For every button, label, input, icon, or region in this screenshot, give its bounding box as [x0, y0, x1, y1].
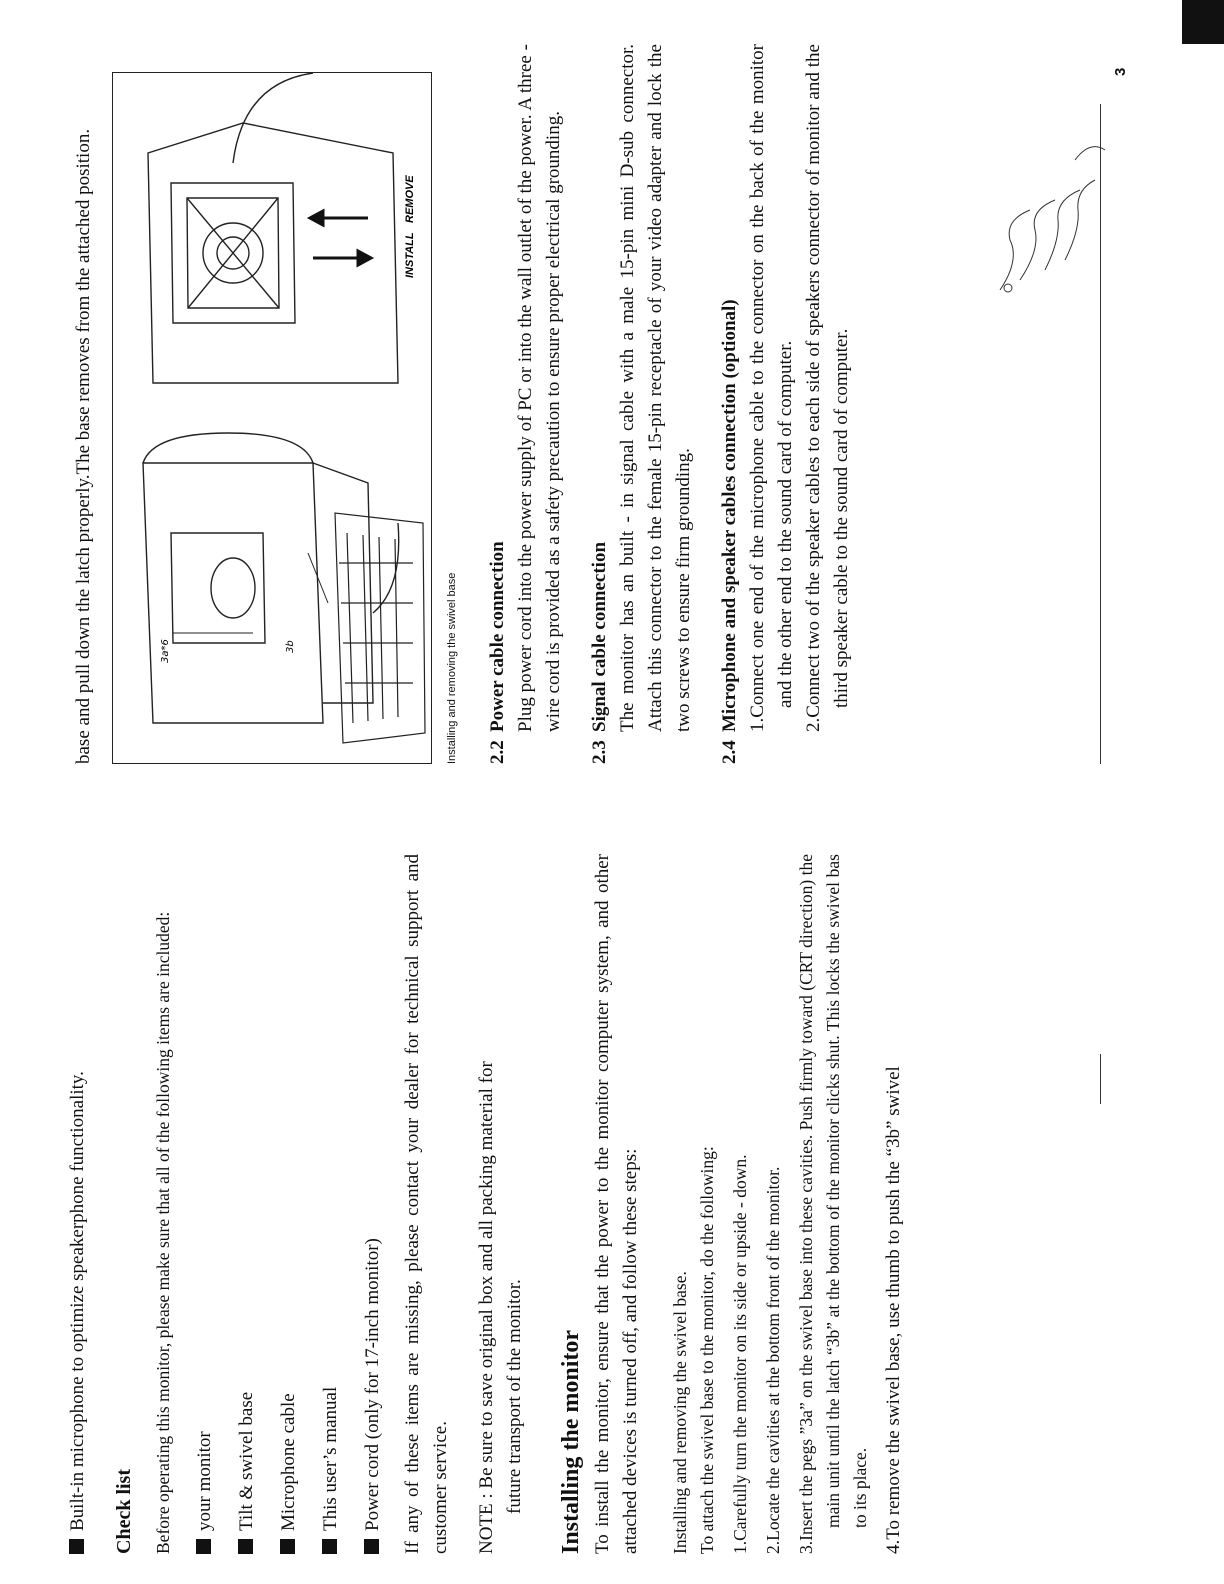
intro-bullet: Built-in microphone to optimize speakerphone functionality.: [64, 854, 92, 1554]
note-line-2: future transport of the monitor.: [504, 1279, 525, 1514]
monitor-illustration: [113, 73, 431, 763]
section-2-3-body: The monitor has an built - in signal cable with a male 15-pin mini D-sub connector. Attach this connector to the female 15-pin receptacle of your video adapter and lock the two screws to ensure firm grounding.: [617, 44, 694, 732]
continuation-text: base and pull down the latch properly.The base removes from the attached position.: [73, 128, 94, 764]
bullet-square-icon: [364, 1539, 379, 1554]
section-2-2-body: Plug power cord into the power supply of PC or into the wall outlet of the power. A three - wire cord is provided as a safety precaution to ensure proper electrical grounding.: [515, 44, 564, 732]
check-item: your monitor: [191, 854, 219, 1554]
missing-items-text: If any of these items are missing, please contact your dealer for technical support and customer service.: [402, 854, 451, 1554]
checklist-intro: Before operating this monitor, please make sure that all of the following items are included:: [153, 911, 173, 1554]
install-label: INSTALL: [404, 232, 416, 278]
section-2-2-title: 2.2Power cable connection: [487, 541, 508, 764]
step-3: 3.Insert the pegs ”3a” on the swivel base into these cavities. Push firmly toward (CRT direction) the main unit until the latch “3b” at the bottom of the monitor clicks shut. This locks the swivel bas to its place.: [796, 854, 870, 1554]
section-2-4-title: 2.4Microphone and speaker cables connection (optional): [719, 299, 740, 764]
step-4: 4.To remove the swivel base, use thumb to push the “3b” swivel: [883, 1066, 904, 1554]
remove-label: REMOVE: [404, 175, 416, 223]
install-title: Installing the monitor: [558, 1329, 584, 1554]
step-1: 1.Carefully turn the monitor on its side or upside - down.: [730, 1154, 750, 1554]
swivel-base-figure: [112, 72, 432, 764]
swivel-intro: To attach the swivel base to the monitor, do the following:: [697, 1146, 717, 1554]
check-item: This user’s manual: [317, 854, 345, 1554]
bullet-square-icon: [322, 1539, 337, 1554]
right-column: [70, 44, 856, 764]
swivel-title: Installing and removing the swivel base.: [670, 1271, 690, 1554]
figure-caption: Installing and removing the swivel base: [446, 572, 458, 764]
install-intro: To install the monitor, ensure that the power to the monitor computer system, and other attached devices is turned off, and follow these steps:: [592, 854, 641, 1554]
handwritten-annotation: [990, 120, 1110, 300]
check-item: Microphone cable: [275, 854, 303, 1554]
bullet-square-icon: [280, 1539, 295, 1554]
section-2-3-title: 2.3Signal cable connection: [589, 541, 610, 764]
bullet-square-icon: [69, 1539, 84, 1554]
note-block: [473, 854, 529, 1554]
mic-step-2: 2.Connect two of the speaker cables to each side of speakers connector of monitor and the third speaker cable to the sound card of computer.: [803, 44, 852, 732]
checklist-title: Check list: [113, 1469, 135, 1554]
note-line-1: NOTE : Be sure to save original box and all packing material for: [476, 1061, 497, 1554]
mic-step-1: 1.Connect one end of the microphone cable to the connector on the back of the monitor and the other end to the sound card of computer.: [747, 44, 796, 732]
check-item: Tilt & swivel base: [233, 854, 261, 1554]
left-column: [64, 854, 908, 1554]
section-2-4-body: [744, 44, 856, 764]
bullet-square-icon: [196, 1539, 211, 1554]
check-item: Power cord (only for 17-inch monitor): [359, 854, 387, 1554]
page-number: 3: [1112, 67, 1129, 76]
step-2: 2.Locate the cavities at the bottom front of the monitor.: [763, 1166, 783, 1554]
label-3a: 3a*6: [160, 639, 171, 663]
bullet-square-icon: [238, 1539, 253, 1554]
label-3b: 3b: [285, 640, 296, 653]
footer-rule-left: [1100, 1054, 1101, 1104]
